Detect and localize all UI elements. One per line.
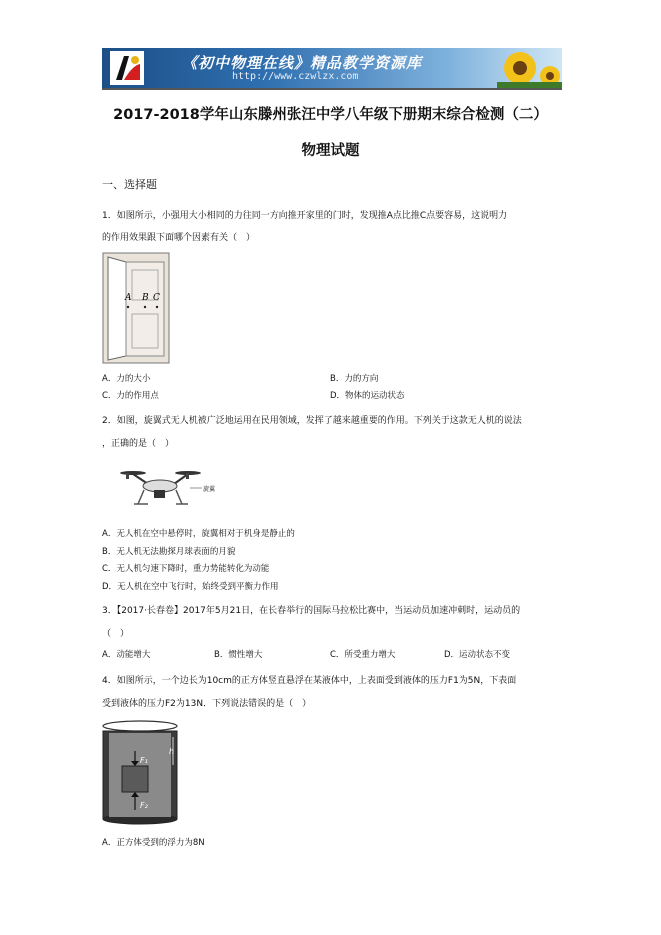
q4-option-a[interactable]: A．正方体受到的浮力为8N: [102, 838, 205, 848]
q3-option-d[interactable]: D．运动状态不变: [444, 650, 511, 660]
q2-option-d[interactable]: D．无人机在空中飞行时，始终受到平衡力作用: [102, 582, 279, 592]
q3-text-line1: 3．【2017·长春卷】2017年5月21日，在长春举行的国际马拉松比赛中，当运动员加速冲刺时，运动员的: [102, 606, 521, 616]
q3-text-line2: （ ）: [102, 629, 130, 639]
q1-option-b[interactable]: B．力的方向: [330, 374, 379, 384]
beaker-label-f1: F₁: [140, 756, 148, 765]
beaker-label-f2: F₂: [140, 801, 148, 810]
logo-dot-icon: [131, 56, 139, 64]
q3-option-c[interactable]: C．所受重力增大: [330, 650, 396, 660]
q2-option-b[interactable]: B．无人机无法勘探月球表面的月貌: [102, 547, 236, 557]
q2-option-a[interactable]: A．无人机在空中悬停时，旋翼相对于机身是静止的: [102, 529, 295, 539]
door-label-a: A: [125, 293, 132, 303]
sunflower-icon: [497, 52, 562, 88]
drone-figure: [118, 468, 218, 508]
beaker-figure: [100, 718, 184, 826]
q3-option-b[interactable]: B．惯性增大: [214, 650, 263, 660]
q3-option-a[interactable]: A．动能增大: [102, 650, 151, 660]
banner-divider: [102, 88, 562, 90]
q1-option-d[interactable]: D．物体的运动状态: [330, 391, 405, 401]
q1-option-c[interactable]: C．力的作用点: [102, 391, 159, 401]
door-label-c: C: [153, 293, 160, 303]
q4-text-line1: 4．如图所示，一个边长为10cm的正方体竖直悬浮在某液体中，上表面受到液体的压力F1为5N，下表面: [102, 676, 517, 686]
q2-text-line2: ，正确的是（ ）: [102, 439, 175, 449]
door-figure: [102, 252, 172, 365]
document-title: 2017-2018学年山东滕州张汪中学八年级下册期末综合检测（二）: [113, 107, 548, 123]
q1-option-a[interactable]: A．力的大小: [102, 374, 151, 384]
q1-text-line2: 的作用效果跟下面哪个因素有关（ ）: [102, 233, 256, 243]
q4-text-line2: 受到液体的压力F2为13N．下列说法错误的是（ ）: [102, 699, 312, 709]
q2-text-line1: 2．如图，旋翼式无人机被广泛地运用在民用领域，发挥了越来越重要的作用。下列关于这款无人机的说法: [102, 416, 522, 426]
beaker-label-h: h: [169, 747, 175, 756]
banner-title: 《初中物理在线》精品教学资源库: [182, 54, 423, 72]
section-heading: 一、选择题: [102, 178, 157, 191]
drone-label-rotor: 旋翼: [203, 486, 216, 493]
document-subtitle: 物理试题: [301, 143, 360, 159]
header-banner: [102, 48, 562, 88]
q2-option-c[interactable]: C．无人机匀速下降时，重力势能转化为动能: [102, 564, 270, 574]
banner-url[interactable]: http://www.czwlzx.com: [232, 71, 359, 82]
door-label-b: B: [142, 293, 149, 303]
q1-text-line1: 1．如图所示，小强用大小相同的力往同一方向推开家里的门时，发现推A点比推C点要容易，这说明力: [102, 211, 508, 221]
